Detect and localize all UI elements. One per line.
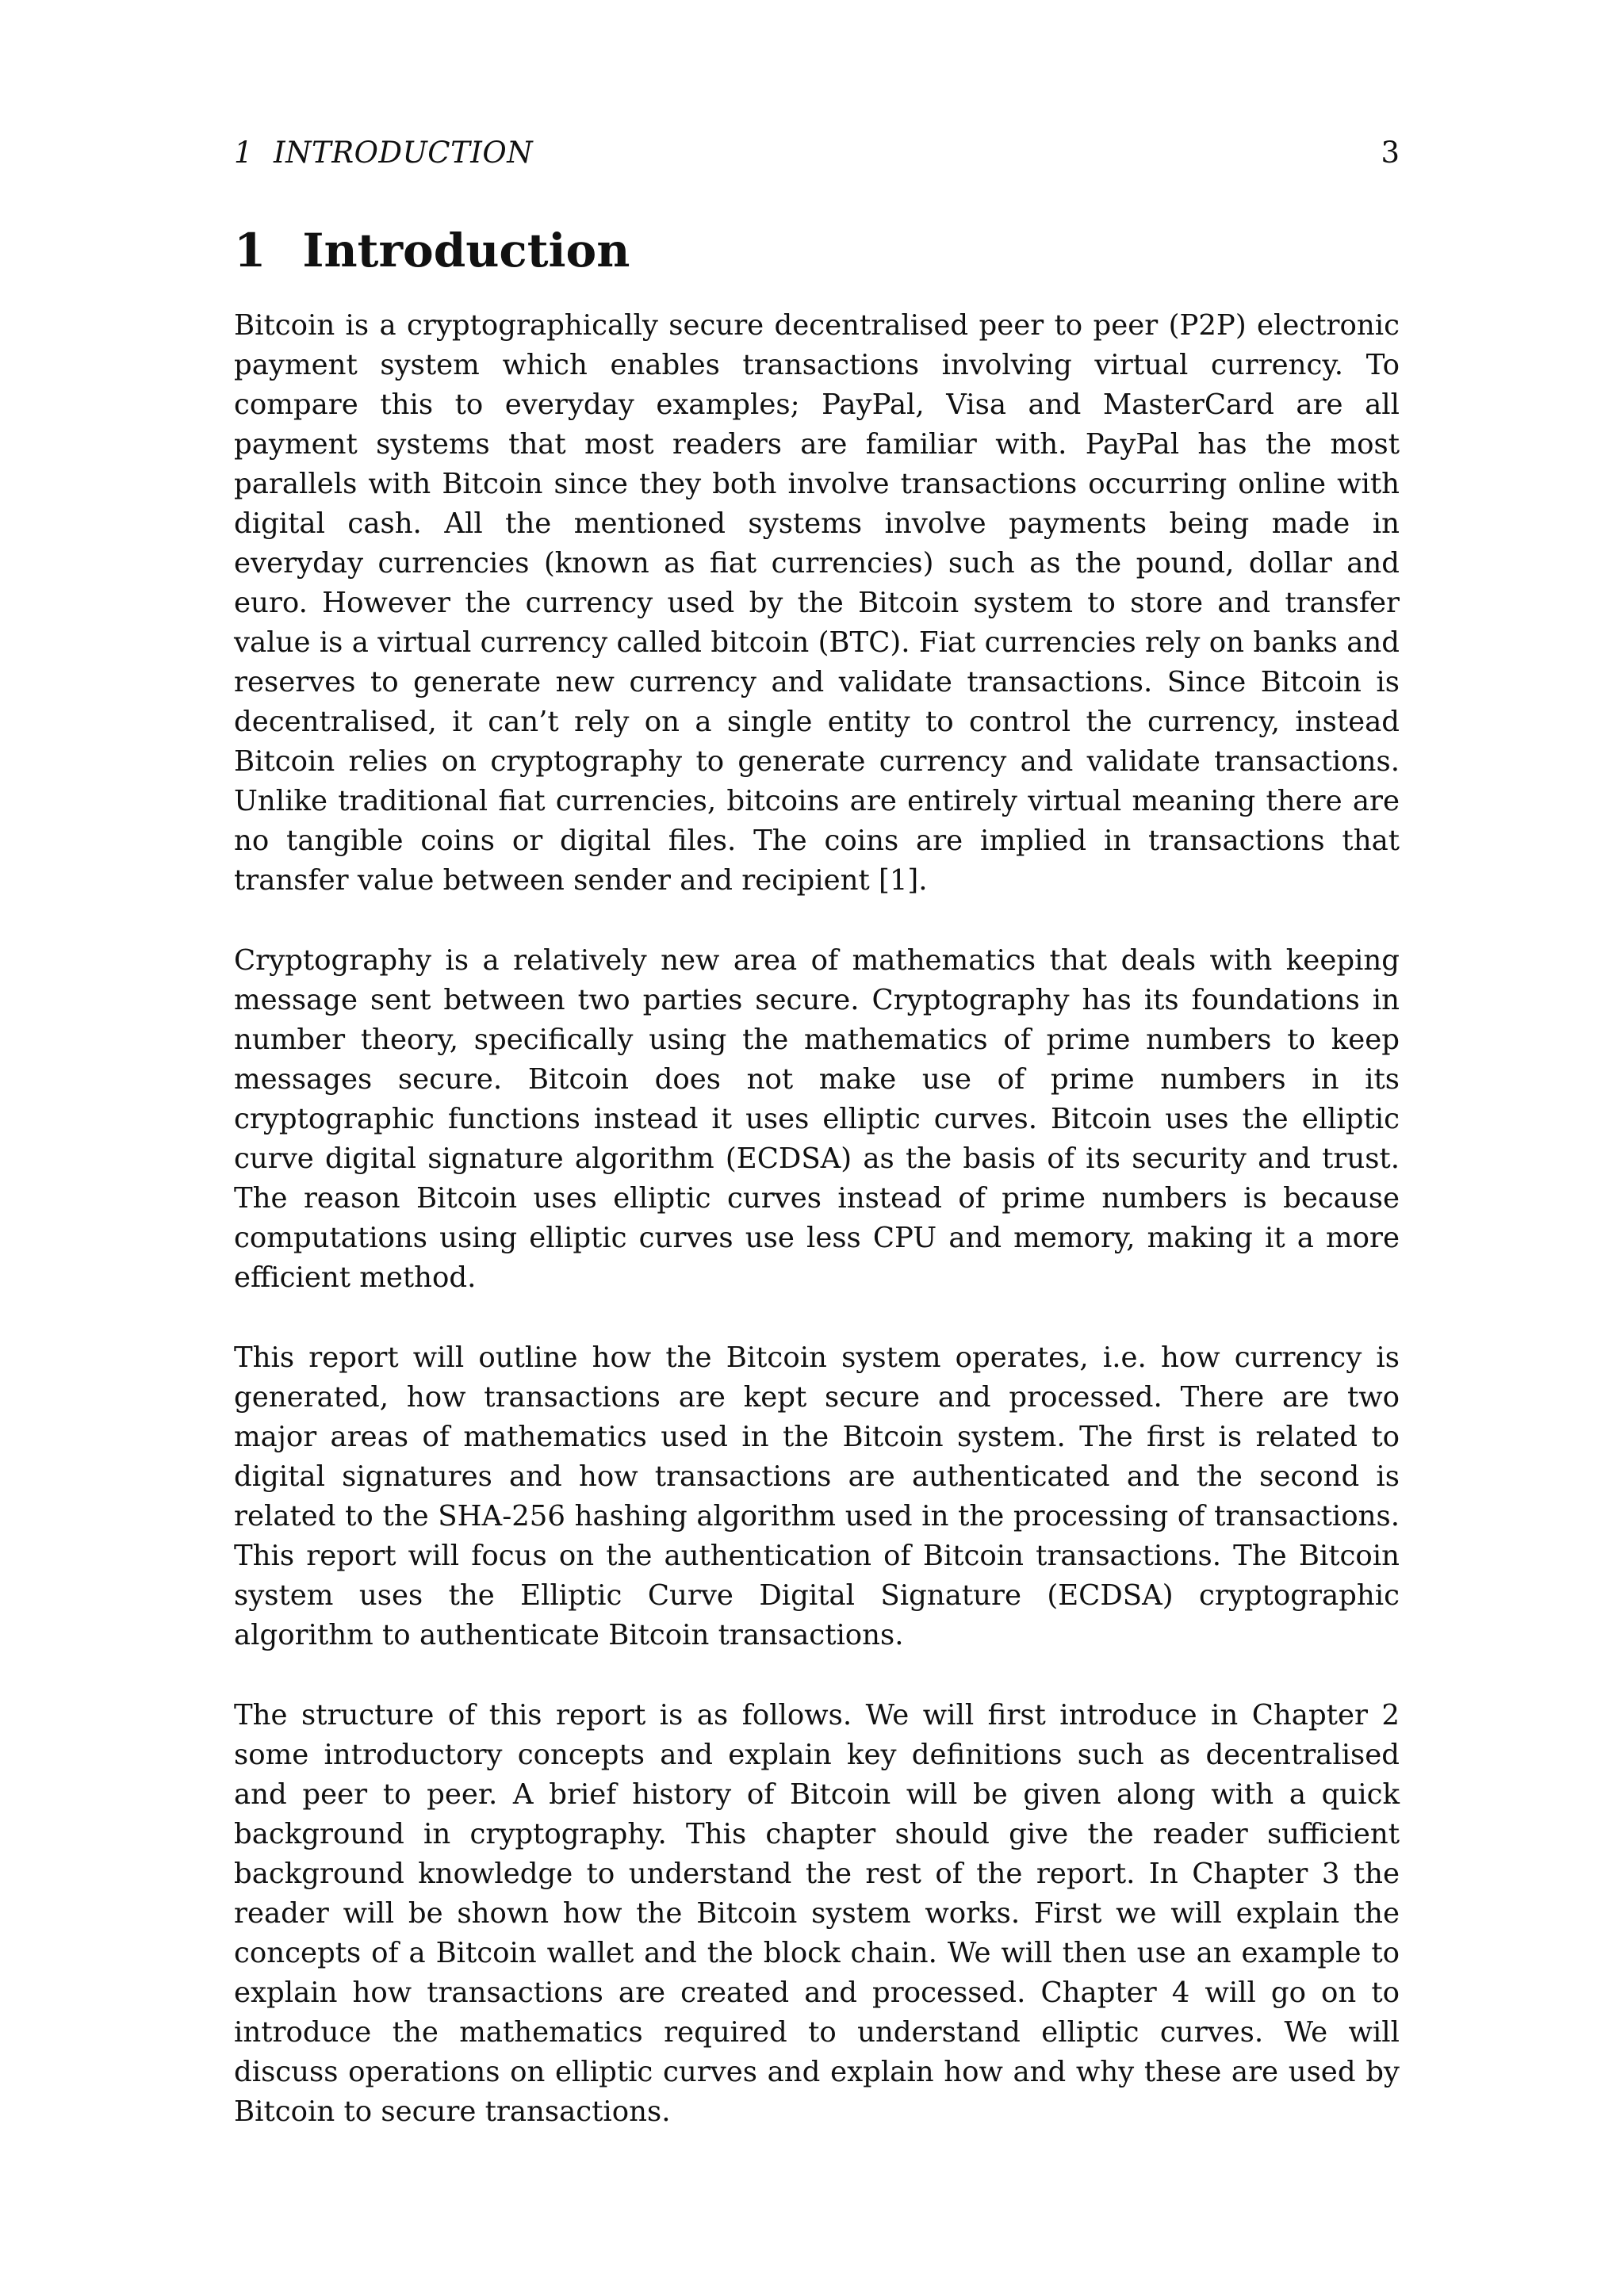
running-header <box>234 133 1400 173</box>
section-number: 1 <box>234 224 266 277</box>
running-title <box>234 133 533 173</box>
running-section-number: 1 <box>234 136 254 170</box>
paragraph: Bitcoin is a cryptographically secure decentralised peer to peer (P2P) electronic payment system which enables transactions involving virtual currency. To compare this to everyday examples; PayPal, Visa and MasterCard are all payment systems that most readers are familiar with. PayPal has the most parallels with Bitcoin since they both involve transactions occurring online with digital cash. All the mentioned systems involve payments being made in everyday currencies (known as fiat currencies) such as the pound, dollar and euro. However the currency used by the Bitcoin system to store and transfer value is a virtual currency called bitcoin (BTC). Fiat currencies rely on banks and reserves to generate new currency and validate transactions. Since Bitcoin is decentralised, it can’t rely on a single entity to control the currency, instead Bitcoin relies on cryptography to generate currency and validate transactions. Unlike traditional fiat currencies, bitcoins are entirely virtual meaning there are no tangible coins or digital files. The coins are implied in transactions that transfer value between sender and recipient [1]. <box>234 309 1400 897</box>
paragraph: This report will outline how the Bitcoin system operates, i.e. how currency is generated, how transactions are kept secure and processed. There are two major areas of mathematics used in the Bitcoin system. The first is related to digital signatures and how transactions are authenticated and the second is related to the SHA-256 hashing algorithm used in the processing of transactions. This report will focus on the authentication of Bitcoin transactions. The Bitcoin system uses the Elliptic Curve Digital Signature (ECDSA) cryptographic algorithm to authenticate Bitcoin transactions. <box>234 1341 1400 1651</box>
section-heading <box>234 219 630 282</box>
page-number: 3 <box>1381 136 1400 170</box>
paragraph: The structure of this report is as follows. We will first introduce in Chapter 2 some introductory concepts and explain key definitions such as decentralised and peer to peer. A brief history of Bitcoin will be given along with a quick background in cryptography. This chapter should give the reader sufficient background knowledge to understand the rest of the report. In Chapter 3 the reader will be shown how the Bitcoin system works. First we will explain the concepts of a Bitcoin wallet and the block chain. We will then use an example to explain how transactions are created and processed. Chapter 4 will go on to introduce the mathematics required to understand elliptic curves. We will discuss operations on elliptic curves and explain how and why these are used by Bitcoin to secure transactions. <box>234 1699 1400 2128</box>
section-title: Introduction <box>302 224 630 277</box>
running-section-title: INTRODUCTION <box>274 136 534 170</box>
body-text <box>234 306 1400 2172</box>
paragraph: Cryptography is a relatively new area of mathematics that deals with keeping message sent between two parties secure. Cryptography has its foundations in number theory, specifically using the mathematics of prime numbers to keep messages secure. Bitcoin does not make use of prime numbers in its cryptographic functions instead it uses elliptic curves. Bitcoin uses the elliptic curve digital signature algorithm (ECDSA) as the basis of its security and trust. The reason Bitcoin uses elliptic curves instead of prime numbers is because computations using elliptic curves use less CPU and memory, making it a more efficient method. <box>234 944 1400 1294</box>
